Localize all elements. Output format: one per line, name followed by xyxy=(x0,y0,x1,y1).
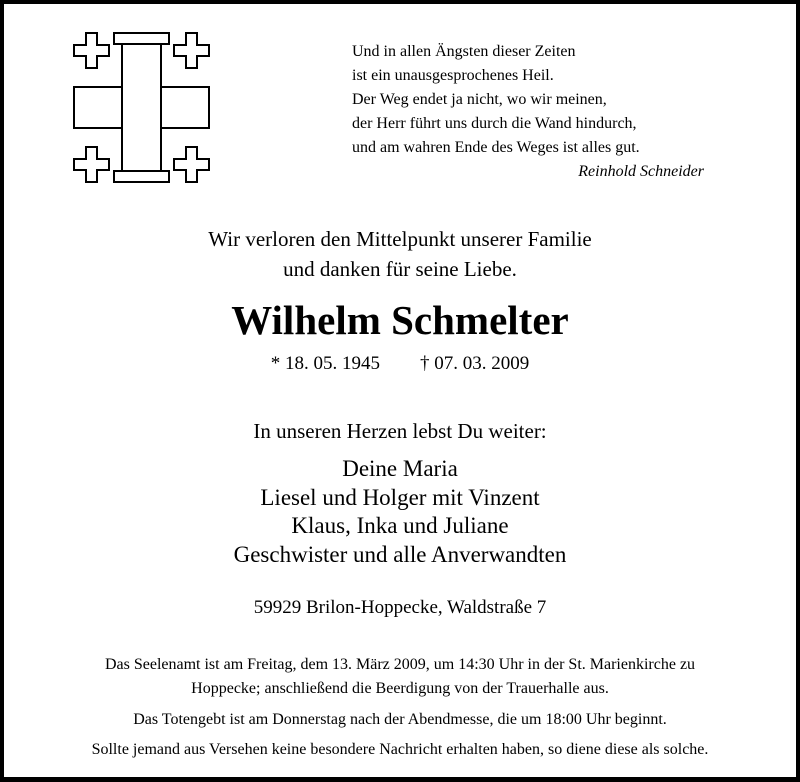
jerusalem-cross-icon xyxy=(72,31,211,184)
birth-date: * 18. 05. 1945 xyxy=(270,353,380,374)
poem-author: Reinhold Schneider xyxy=(578,163,704,180)
prayer-notice: Das Totengebt ist am Donnerstag nach der Abendmesse, die um 18:00 Uhr beginnt. xyxy=(133,711,667,728)
poem-line: ist ein unausgesprochenes Heil. xyxy=(352,67,554,84)
poem-line: und am wahren Ende des Weges ist alles gut. xyxy=(352,139,640,156)
mourner-entry: Deine Maria xyxy=(342,456,458,481)
family-address: 59929 Brilon-Hoppecke, Waldstraße 7 xyxy=(253,597,547,618)
intro-line: und danken für seine Liebe. xyxy=(283,257,517,281)
requiem-line: Hoppecke; anschließend die Beerdigung von der Trauerhalle aus. xyxy=(191,680,609,697)
mourner-entry: Liesel und Holger mit Vinzent xyxy=(260,484,540,510)
mourner-entry: Geschwister und alle Anverwandten xyxy=(233,541,567,567)
closing-notice: Sollte jemand aus Versehen keine besondere Nachricht erhalten haben, so diene diese als solche. xyxy=(91,741,709,758)
intro-line: Wir verloren den Mittelpunkt unserer Familie xyxy=(208,227,592,251)
life-dates xyxy=(4,350,796,378)
requiem-notice xyxy=(4,653,796,701)
death-date: † 07. 03. 2009 xyxy=(420,353,530,374)
deceased-name: Wilhelm Schmelter xyxy=(231,297,569,343)
poem-line: der Herr führt uns durch die Wand hindurch, xyxy=(352,115,637,132)
poem-line: Der Weg endet ja nicht, wo wir meinen, xyxy=(352,91,607,108)
requiem-line: Das Seelenamt ist am Freitag, dem 13. März 2009, um 14:30 Uhr in der St. Marienkirche zu xyxy=(104,656,696,673)
poem-line: Und in allen Ängsten dieser Zeiten xyxy=(352,43,576,60)
intro-text xyxy=(4,224,796,284)
mourner-entry: Klaus, Inka und Juliane xyxy=(291,513,509,538)
mourners-list xyxy=(4,455,796,569)
mourners-heading: In unseren Herzen lebst Du weiter: xyxy=(253,419,547,443)
poem xyxy=(352,40,712,184)
